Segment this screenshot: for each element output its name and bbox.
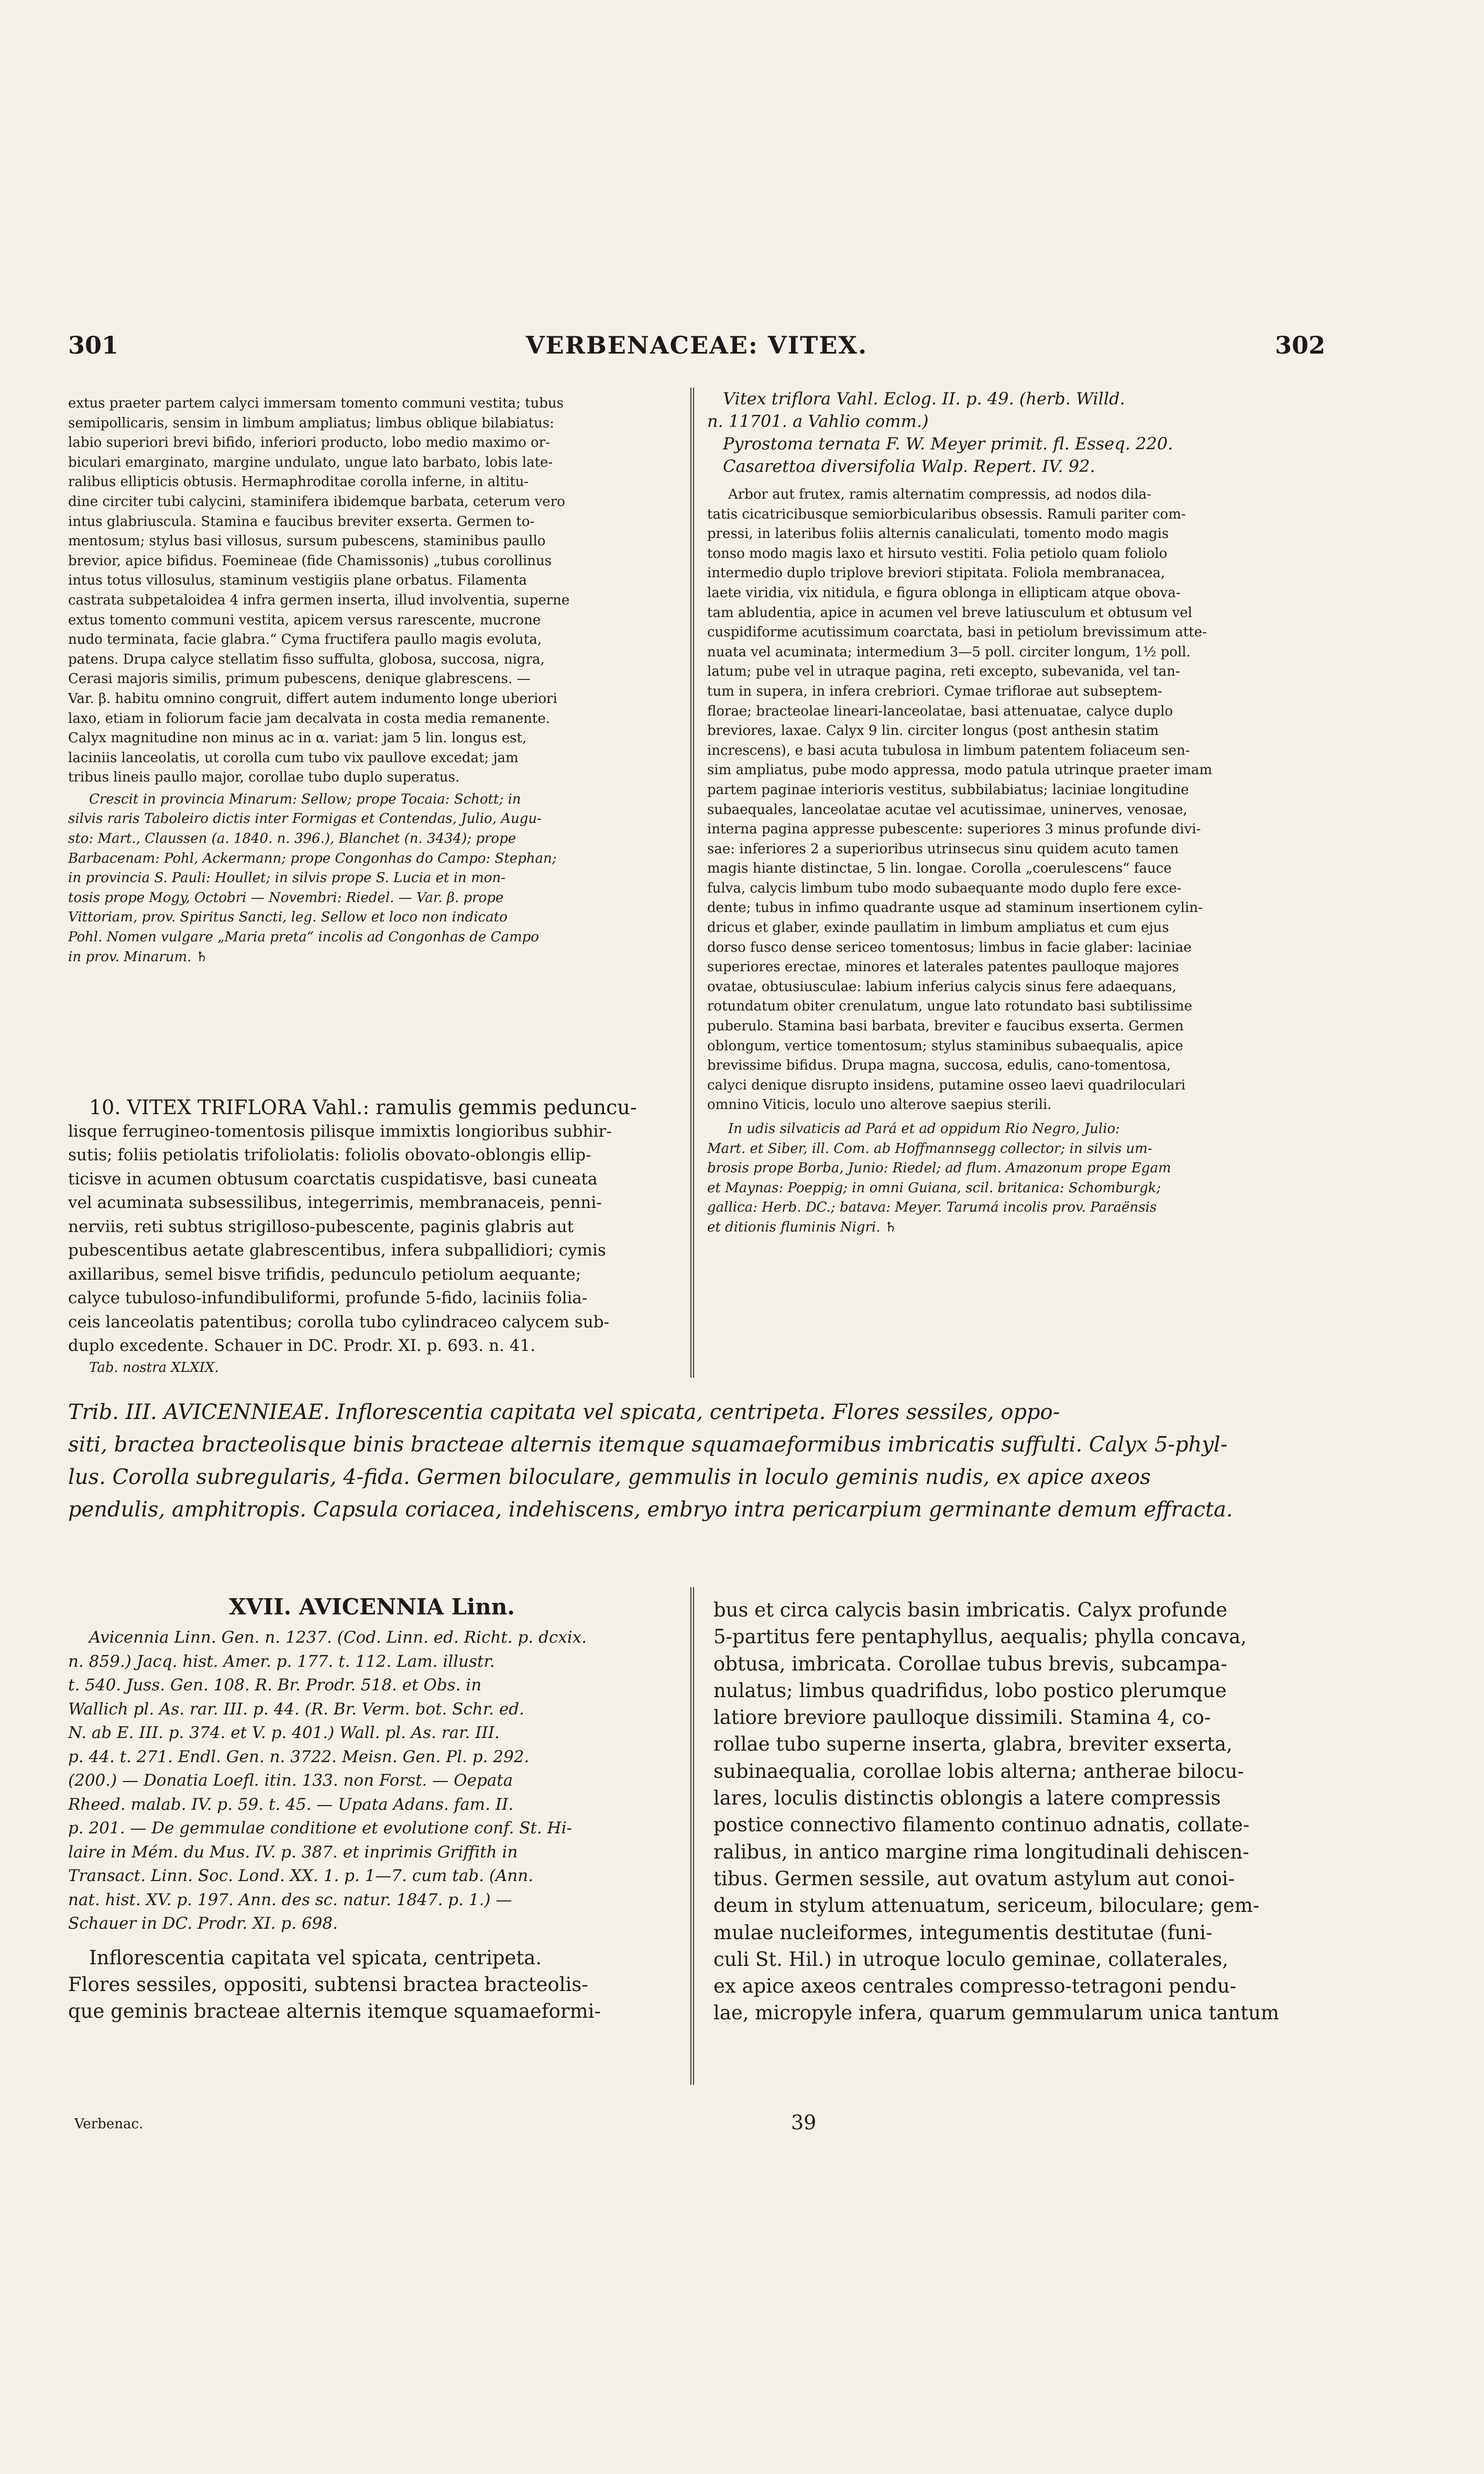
signature-mark: Verbenac. xyxy=(74,2116,144,2132)
text-line: deum in stylum attenuatum, sericeum, biloculare; gem- xyxy=(713,1894,1260,1917)
text-line: oblongum, vertice tomentosum; stylus staminibus subaequalis, apice xyxy=(707,1038,1183,1054)
text-line: tribus lineis paullo major, corollae tubo duplo superatus. xyxy=(68,769,460,786)
habitat-block xyxy=(707,1119,1325,1238)
text-line: Vitex triflora Vahl. Eclog. II. p. 49. (herb. Willd. xyxy=(723,389,1125,409)
text-line: tibus. Germen sessile, aut ovatum astylum aut conoi- xyxy=(713,1867,1235,1890)
text-line: laete viridia, vix nitidula, e figura oblonga in ellipticam atque obova- xyxy=(707,585,1181,601)
text-line: castrata subpetaloidea 4 infra germen inserta, illud involventia, superne xyxy=(68,592,570,608)
description-block xyxy=(68,394,676,788)
text-line: bus et circa calycis basin imbricatis. Calyx profunde xyxy=(713,1599,1227,1621)
text-line: brevior, apice bifidus. Foemineae (fide Chamissonis) „tubus corollinus xyxy=(68,553,552,569)
text-line: Crescit in provincia Minarum: Sellow; prope Tocaia: Schott; in xyxy=(89,791,521,807)
text-line: dorso fusco dense sericeo tomentosus; limbus in facie glaber: laciniae xyxy=(707,939,1192,955)
text-line: ex apice axeos centrales compresso-tetragoni pendu- xyxy=(713,1975,1237,1998)
running-title: VERBENACEAE: VITEX. xyxy=(525,331,868,359)
text-line: axillaribus, semel bisve trifidis, pedunculo petiolum aequante; xyxy=(68,1265,581,1284)
text-line: intermedio duplo triplove breviori stipitata. Foliola membranacea, xyxy=(707,565,1166,581)
synonym-block xyxy=(707,388,1325,478)
text-line: subinaequalia, corollae lobis alterna; antherae bilocu- xyxy=(713,1760,1244,1783)
text-line: intus glabriuscula. Stamina e faucibus breviter exserta. Germen to- xyxy=(68,513,535,530)
text-line: pendulis, amphitropis. Capsula coriacea, indehiscens, embryo intra pericarpium germinante demum effracta. xyxy=(68,1498,1233,1522)
page-number-right: 302 xyxy=(1274,331,1325,359)
text-line: semipollicaris, sensim in limbum ampliatus; limbus oblique bilabiatus: xyxy=(68,415,554,431)
text-line: In udis silvaticis ad Pará et ad oppidum Rio Negro, Julio: xyxy=(728,1121,1120,1137)
text-line: Mart. et Siber, ill. Com. ab Hoffmannsegg collector; in silvis um- xyxy=(707,1140,1152,1157)
species-block xyxy=(68,1096,676,1377)
text-line: sae: inferiores 2 a superioribus utrinsecus sinu quidem acuto tamen xyxy=(707,841,1179,857)
text-line: et ditionis fluminis Nigri. ♄ xyxy=(707,1219,897,1235)
text-line: postice connectivo filamento continuo adnatis, collate- xyxy=(713,1813,1250,1837)
text-line: tosis prope Mogy, Octobri — Novembri: Riedel. — Var. β. prope xyxy=(68,889,504,906)
description-block xyxy=(707,485,1325,1115)
tribe-description xyxy=(68,1396,1325,1526)
text-line: Casarettoa diversifolia Walp. Repert. IV. 92. xyxy=(723,456,1095,476)
text-line: calyce tubuloso-infundibuliformi, profunde 5-fido, laciniis folia- xyxy=(68,1289,588,1307)
text-line: t. 540. Juss. Gen. 108. R. Br. Prodr. 518. et Obs. in xyxy=(68,1676,482,1695)
text-line: duplo excedente. Schauer in DC. Prodr. XI. p. 693. n. 41. xyxy=(68,1336,535,1355)
text-line: (200.) — Donatia Loefl. itin. 133. non Forst. — Oepata xyxy=(68,1771,513,1790)
page-header xyxy=(68,331,1325,373)
text-line: Vittoriam, prov. Spiritus Sancti, leg. Sellow et loco non indicato xyxy=(68,909,508,926)
genus-left-column xyxy=(68,1592,676,2025)
sheet-number: 39 xyxy=(791,2111,817,2134)
text-line: brevissime bifidus. Drupa magna, succosa, edulis, cano-tomentosa, xyxy=(707,1058,1171,1074)
text-line: florae; bracteolae lineari-lanceolatae, basi attenuatae, calyce duplo xyxy=(707,703,1173,719)
genus-right-column xyxy=(713,1597,1325,2027)
text-line: fulva, calycis limbum tubo modo subaequante modo duplo fere exce- xyxy=(707,880,1182,896)
text-line: sim ampliatus, pube modo appressa, modo patula utrinque praeter imam xyxy=(707,762,1213,778)
text-line: et Maynas: Poeppig; in omni Guiana, scil. britanica: Schomburgk; xyxy=(707,1180,1161,1196)
text-line: sutis; foliis petiolatis trifoliolatis: foliolis obovato-oblongis ellip- xyxy=(68,1146,591,1164)
text-line: lares, loculis distinctis oblongis a latere compressis xyxy=(713,1787,1221,1810)
text-line: laxo, etiam in foliorum facie jam decalvata in costa media remanente. xyxy=(68,710,550,727)
text-line: brosis prope Borba, Junio: Riedel; ad flum. Amazonum prope Egam xyxy=(707,1160,1171,1176)
text-line: dine circiter tubi calycini, staminifera ibidemque barbata, ceterum vero xyxy=(68,493,565,510)
text-line: obtusa, imbricata. Corollae tubus brevis, subcampa- xyxy=(713,1652,1227,1675)
habitat-block xyxy=(68,790,676,967)
text-line: superiores erectae, minores et laterales patentes paulloque majores xyxy=(707,959,1179,975)
text-line: p. 201. — De gemmulae conditione et evolutione conf. St. Hi- xyxy=(68,1819,572,1838)
text-line: cuspidiforme acutissimum coarctata, basi in petiolum brevissimum atte- xyxy=(707,624,1207,641)
text-line: mulae nucleiformes, integumentis destitutae (funi- xyxy=(713,1921,1213,1944)
text-line: lae, micropyle infera, quarum gemmularum unica tantum xyxy=(713,2002,1279,2025)
text-line: calyci denique disrupto insidens, putamine osseo laevi quadriloculari xyxy=(707,1077,1186,1093)
text-line: Pohl. Nomen vulgare „Maria preta“ incolis ad Congonhas de Campo xyxy=(68,929,539,945)
text-line: dricus et glaber, exinde paullatim in limbum ampliatus et cum ejus xyxy=(707,920,1169,936)
text-line: vel acuminata subsessilibus, integerrimis, membranaceis, penni- xyxy=(68,1193,602,1212)
text-line: mentosum; stylus basi villosus, sursum pubescens, staminibus paullo xyxy=(68,533,546,549)
text-line: Inflorescentia capitata vel spicata, centripeta. xyxy=(89,1946,542,1969)
text-line: latiore breviore paulloque dissimili. Stamina 4, co- xyxy=(713,1706,1211,1729)
text-line: n. 11701. a Vahlio comm.) xyxy=(707,411,929,431)
text-line: patens. Drupa calyce stellatim fisso suffulta, globosa, succosa, nigra, xyxy=(68,651,545,667)
left-column xyxy=(68,394,676,967)
text-line: N. ab E. III. p. 374. et V. p. 401.) Wall. pl. As. rar. III. xyxy=(68,1723,500,1742)
text-line: Arbor aut frutex, ramis alternatim compressis, ad nodos dila- xyxy=(728,487,1151,502)
text-line: pubescentibus aetate glabrescentibus, infera subpallidiori; cymis xyxy=(68,1241,606,1260)
text-line: lisque ferrugineo-tomentosis pilisque immixtis longioribus subhir- xyxy=(68,1121,612,1141)
text-line: pressi, in lateribus foliis alternis canaliculati, tomento modo magis xyxy=(707,526,1169,542)
text-line: lus. Corolla subregularis, 4-fida. Germen biloculare, gemmulis in loculo geminis nudis, ex apice axeos xyxy=(68,1465,1151,1489)
text-line: Transact. Linn. Soc. Lond. XX. 1. p. 1—7. cum tab. (Ann. xyxy=(68,1866,534,1885)
text-line: puberulo. Stamina basi barbata, breviter e faucibus exserta. Germen xyxy=(707,1018,1184,1035)
text-line: tatis cicatricibusque semiorbicularibus obsessis. Ramuli pariter com- xyxy=(707,506,1186,522)
text-line: rollae tubo superne inserta, glabra, breviter exserta, xyxy=(713,1733,1233,1756)
text-line: extus praeter partem calyci immersam tomento communi vestita; tubus xyxy=(68,395,564,411)
text-line: Schauer in DC. Prodr. XI. p. 698. xyxy=(68,1914,338,1933)
text-line: dente; tubus in infimo quadrante usque ad staminum insertionem cylin- xyxy=(707,900,1203,916)
text-line: latum; pube vel in utraque pagina, reti excepto, subevanida, vel tan- xyxy=(707,664,1180,680)
text-line: magis hiante distinctae, 5 lin. longae. Corolla „coerulescens“ fauce xyxy=(707,861,1172,877)
genus-text-left xyxy=(68,1944,676,2025)
text-line: Wallich pl. As. rar. III. p. 44. (R. Br. Verm. bot. Schr. ed. xyxy=(68,1699,524,1719)
text-line: Flores sessiles, oppositi, subtensi bractea bracteolis- xyxy=(68,1973,588,1996)
column-divider xyxy=(690,388,694,1378)
text-line: tum in supera, in infera crebriori. Cymae triflorae aut subseptem- xyxy=(707,683,1162,699)
text-line: nat. hist. XV. p. 197. Ann. des sc. natur. 1847. p. 1.) — xyxy=(68,1890,512,1909)
text-line: sto: Mart., Claussen (a. 1840. n. 396.), Blanchet (n. 3434); prope xyxy=(68,831,516,847)
right-column xyxy=(707,388,1325,1238)
text-line: Rheed. malab. IV. p. 59. t. 45. — Upata Adans. fam. II. xyxy=(68,1795,514,1814)
text-line: interna pagina appresse pubescente: superiores 3 minus profunde divi- xyxy=(707,821,1201,838)
text-line: Barbacenam: Pohl, Ackermann; prope Congonhas do Campo: Stephan; xyxy=(68,850,557,866)
text-line: increscens), e basi acuta tubulosa in limbum patentem foliaceum sen- xyxy=(707,742,1190,758)
page-number-left: 301 xyxy=(68,331,119,359)
text-line: nuata vel acuminata; intermedium 3—5 poll. circiter longum, 1½ poll. xyxy=(707,644,1191,660)
text-line: tam abludentia, apice in acumen vel breve latiusculum et obtusum vel xyxy=(707,604,1192,621)
text-line: Calyx magnitudine non minus ac in α. variat: jam 5 lin. longus est, xyxy=(68,730,527,746)
text-line: silvis raris Taboleiro dictis inter Formigas et Contendas, Julio, Augu- xyxy=(68,811,542,827)
text-line: nudo terminata, facie glabra.“ Cyma fructifera paullo magis evoluta, xyxy=(68,632,542,648)
text-line: tonso modo magis laxo et hirsuto vestiti. Folia petiolo quam foliolo xyxy=(707,545,1168,562)
text-line: ceis lanceolatis patentibus; corolla tubo cylindraceo calycem sub- xyxy=(68,1312,610,1332)
text-line: p. 44. t. 271. Endl. Gen. n. 3722. Meisn. Gen. Pl. p. 292. xyxy=(68,1747,530,1766)
text-line: Var. β. habitu omnino congruit, differt autem indumento longe uberiori xyxy=(68,690,557,707)
species-heading: 10. VITEX TRIFLORA Vahl.: ramulis gemmis peduncu- xyxy=(89,1096,637,1119)
text-line: nulatus; limbus quadrifidus, lobo postico plerumque xyxy=(713,1679,1227,1702)
text-line: ticisve in acumen obtusum coarctatis cuspidatisve, basi cuneata xyxy=(68,1169,598,1189)
text-line: nerviis, reti subtus strigilloso-pubescente, paginis glabris aut xyxy=(68,1217,574,1236)
text-line: labio superiori brevi bifido, inferiori producto, lobo medio maximo or- xyxy=(68,435,550,451)
text-line: culi St. Hil.) in utroque loculo geminae, collaterales, xyxy=(713,1948,1228,1971)
text-line: 5-partitus fere pentaphyllus, aequalis; phylla concava, xyxy=(713,1625,1247,1648)
text-line: n. 859.) Jacq. hist. Amer. p. 177. t. 112. Lam. illustr. xyxy=(68,1652,495,1671)
text-line: laciniis lanceolatis, ut corolla cum tubo vix paullove excedat; jam xyxy=(68,750,519,766)
text-line: ovatae, obtusiusculae: labium inferius calycis sinus fere adaequans, xyxy=(707,978,1177,995)
text-line: subaequales, lanceolatae acutae vel acutissimae, uninerves, venosae, xyxy=(707,801,1188,818)
text-line: laire in Mém. du Mus. IV. p. 387. et inprimis Griffith in xyxy=(68,1842,518,1862)
text-line: Pyrostoma ternata F. W. Meyer primit. fl. Esseq. 220. xyxy=(723,434,1173,454)
plate-reference: Tab. nostra XLXIX. xyxy=(89,1359,219,1376)
text-line: Cerasi majoris similis, primum pubescens, denique glabrescens. — xyxy=(68,671,531,687)
text-line: siti, bractea bracteolisque binis bracteae alternis itemque squamaeformibus imbricatis suffulti. Calyx 5-phyl- xyxy=(68,1433,1228,1457)
text-line: breviores, laxae. Calyx 9 lin. circiter longus (post anthesin statim xyxy=(707,723,1159,739)
text-line: in provincia S. Pauli: Houllet; in silvis prope S. Lucia et in mon- xyxy=(68,870,505,886)
genus-title: XVII. AVICENNIA Linn. xyxy=(229,1594,515,1620)
text-line: que geminis bracteae alternis itemque squamaeformi- xyxy=(68,2000,601,2023)
text-line: ralibus, in antico margine rima longitudinali dehiscen- xyxy=(713,1840,1249,1863)
text-line: in prov. Minarum. ♄ xyxy=(68,949,208,965)
genus-references xyxy=(68,1626,676,1936)
text-line: rotundatum obiter crenulatum, ungue lato rotundato basi subtilissime xyxy=(707,998,1192,1015)
text-line: Avicennia Linn. Gen. n. 1237. (Cod. Linn. ed. Richt. p. dcxix. xyxy=(89,1628,587,1647)
text-line: biculari emarginato, margine undulato, ungue lato barbato, lobis late- xyxy=(68,454,553,470)
text-line: extus tomento communi vestita, apicem versus rarescente, mucrone xyxy=(68,612,541,628)
text-line: ralibus ellipticis obtusis. Hermaphroditae corolla inferne, in altitu- xyxy=(68,474,529,490)
column-divider-lower xyxy=(690,1587,694,2085)
text-line: partem paginae interioris vestitus, subbilabiatus; laciniae longitudine xyxy=(707,782,1189,798)
text-line: intus totus villosulus, staminum vestigiis plane orbatus. Filamenta xyxy=(68,573,527,589)
text-line: gallica: Herb. DC.; batava: Meyer. Tarumá incolis prov. Paraënsis xyxy=(707,1200,1157,1216)
text-line: omnino Viticis, loculo uno alterove saepius sterili. xyxy=(707,1097,1052,1113)
text-line: Trib. III. AVICENNIEAE. Inflorescentia capitata vel spicata, centripeta. Flores sessiles, oppo- xyxy=(68,1400,1060,1424)
